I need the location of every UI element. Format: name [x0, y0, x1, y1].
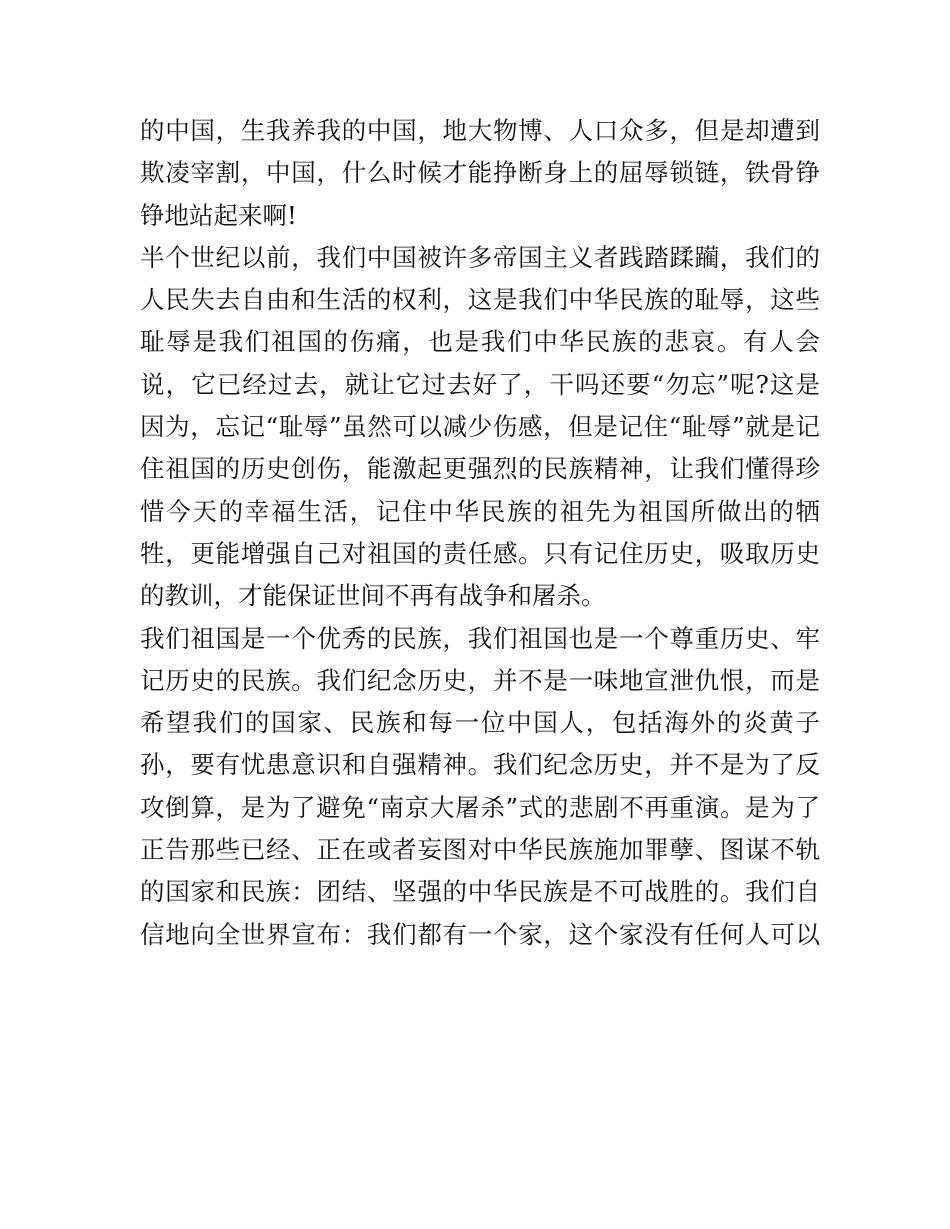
text-line: 的教训，才能保证世间不再有战争和屠杀。 — [140, 581, 606, 611]
text-line: 牲，更能增强自己对祖国的责任感。只有记住历史，吸取历史 — [140, 538, 820, 568]
text-line: 半个世纪以前，我们中国被许多帝国主义者践踏蹂躏，我们的 — [140, 242, 820, 272]
text-line: 信地向全世界宣布：我们都有一个家，这个家没有任何人可以 — [140, 919, 820, 949]
text-line: 欺凌宰割，中国，什么时候才能挣断身上的屈辱锁链，铁骨铮 — [140, 158, 820, 188]
text-line: 耻辱是我们祖国的伤痛，也是我们中华民族的悲哀。有人会 — [140, 327, 820, 357]
text-line: 人民失去自由和生活的权利，这是我们中华民族的耻辱，这些 — [140, 285, 820, 315]
text-line: 希望我们的国家、民族和每一位中国人，包括海外的炎黄子 — [140, 708, 820, 738]
text-line: 住祖国的历史创伤，能激起更强烈的民族精神，让我们懂得珍 — [140, 454, 820, 484]
text-line: 正告那些已经、正在或者妄图对中华民族施加罪孽、图谋不轨 — [140, 835, 820, 865]
text-line: 我们祖国是一个优秀的民族，我们祖国也是一个尊重历史、牢 — [140, 623, 820, 653]
text-line: 记历史的民族。我们纪念历史，并不是一味地宣泄仇恨，而是 — [140, 665, 820, 695]
paragraph-2 — [140, 237, 820, 618]
text-line: 惜今天的幸福生活，记住中华民族的祖先为祖国所做出的牺 — [140, 496, 820, 526]
text-line: 铮地站起来啊! — [140, 200, 297, 230]
text-line: 的中国，生我养我的中国，地大物博、人口众多，但是却遭到 — [140, 116, 820, 145]
text-line: 孙，要有忧患意识和自强精神。我们纪念历史，并不是为了反 — [140, 750, 820, 780]
text-line: 攻倒算，是为了避免“南京大屠杀”式的悲剧不再重演。是为了 — [140, 792, 820, 822]
text-line: 说，它已经过去，就让它过去好了，干吗还要“勿忘”呢?这是 — [140, 369, 820, 399]
paragraph-3 — [140, 618, 820, 956]
text-line: 的国家和民族：团结、坚强的中华民族是不可战胜的。我们自 — [140, 877, 820, 907]
text-line: 因为，忘记“耻辱”虽然可以减少伤感，但是记住“耻辱”就是记 — [140, 412, 820, 442]
paragraph-1 — [140, 110, 820, 237]
body-text — [140, 110, 820, 956]
